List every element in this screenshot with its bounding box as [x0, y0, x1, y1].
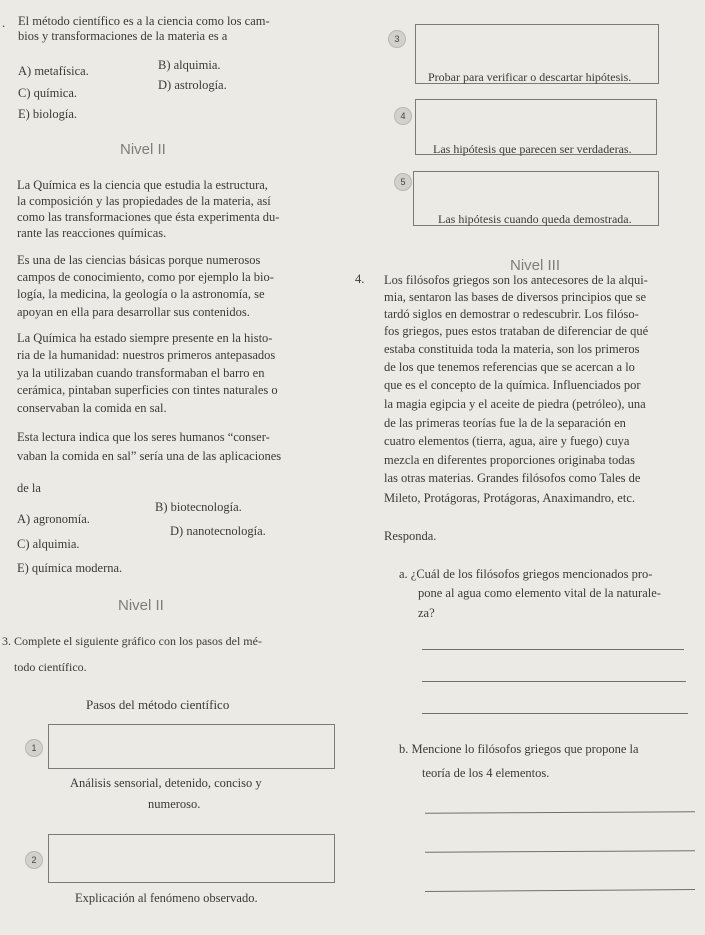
question-b-line: b. Mencione lo filósofos griegos que propone la [399, 742, 639, 756]
paragraph-line: como las transformaciones que ésta experimenta du- [17, 210, 280, 224]
question-4-line: mia, sentaron las bases de diversos principios que se [384, 290, 647, 304]
question-3-line: 3. Complete el siguiente gráfico con los pasos del mé- [2, 634, 262, 648]
question-4-line: Mileto, Protágoras, Protágoras, Anaximandro, etc. [384, 491, 635, 505]
question-stem-line: bios y transformaciones de la materia es a [18, 29, 228, 43]
chart-title: Pasos del método científico [86, 697, 230, 712]
step-2-answer-box[interactable] [48, 834, 335, 883]
option-a[interactable]: A) agronomía. [17, 512, 90, 526]
step-2-number: 2 [25, 851, 43, 869]
step-3-number: 3 [388, 30, 406, 48]
question-4-line: que es el concepto de la química. Influenciados por [384, 378, 641, 392]
paragraph-line: ria de la humanidad: nuestros primeros antepasados [17, 348, 276, 362]
answer-line-b3[interactable] [425, 889, 695, 892]
section-heading: Nivel II [118, 597, 164, 614]
paragraph-line: rante las reacciones químicas. [17, 226, 167, 240]
answer-line-a1[interactable] [422, 649, 684, 650]
question-3-line: todo científico. [14, 660, 87, 674]
answer-line-b2[interactable] [425, 850, 695, 852]
question-4-line: mezcla en diferentes proporciones originaba todas [384, 453, 635, 467]
option-d[interactable]: D) astrología. [158, 78, 227, 92]
step-4-number: 4 [394, 107, 412, 125]
step-1-answer-box[interactable] [48, 724, 335, 769]
paragraph-line: Esta lectura indica que los seres humanos “conser- [17, 430, 270, 444]
paragraph-line: la composición y las propiedades de la materia, así [17, 194, 271, 208]
step-1-caption: numeroso. [148, 797, 201, 811]
paragraph-line: cerámica, pintaban superficies con tintes naturales o [17, 383, 278, 397]
step-4-caption: Las hipótesis que parecen ser verdaderas. [433, 142, 632, 156]
answer-line-b1[interactable] [425, 811, 695, 813]
step-1-number: 1 [25, 739, 43, 757]
paragraph-line: Es una de las ciencias básicas porque numerosos [17, 253, 261, 267]
paragraph-line: conservaban la comida en sal. [17, 401, 167, 415]
paragraph-line: La Química es la ciencia que estudia la estructura, [17, 178, 268, 192]
question-a-line: pone al agua como elemento vital de la naturale- [418, 586, 661, 600]
paragraph-line: campos de conocimiento, como por ejemplo la bio- [17, 270, 274, 284]
section-heading: Nivel II [120, 141, 166, 158]
step-1-caption: Análisis sensorial, detenido, conciso y [70, 776, 262, 790]
question-a-line: za? [418, 606, 435, 620]
paragraph-line: de la [17, 481, 41, 495]
responda-label: Responda. [384, 529, 437, 543]
question-stem-line: El método científico es a la ciencia como los cam- [18, 14, 270, 28]
option-e[interactable]: E) química moderna. [17, 561, 123, 575]
question-4-line: de los que tenemos referencias que se acercan a lo [384, 360, 635, 374]
question-4-line: cuatro elementos (tierra, agua, aire y fuego) cuya [384, 434, 630, 448]
paragraph-line: La Química ha estado siempre presente en la histo- [17, 331, 273, 345]
question-4-line: la magia egipcia y el aceite de piedra (petróleo), una [384, 397, 646, 411]
option-e[interactable]: E) biología. [18, 107, 78, 121]
option-d[interactable]: D) nanotecnología. [170, 524, 266, 538]
step-3-caption: Probar para verificar o descartar hipótesis. [428, 70, 632, 84]
answer-line-a2[interactable] [422, 681, 686, 682]
paragraph-line: apoyan en ella para desarrollar sus contenidos. [17, 305, 250, 319]
paragraph-line: logía, la medicina, la geología o la astronomía, se [17, 287, 265, 301]
question-4-number: 4. [355, 272, 365, 286]
step-5-number: 5 [394, 173, 412, 191]
question-4-line: las otras materias. Grandes filósofos como Tales de [384, 471, 641, 485]
option-c[interactable]: C) alquimia. [17, 537, 80, 551]
question-4-line: de las primeras teorías fue la de la separación en [384, 416, 626, 430]
step-2-caption: Explicación al fenómeno observado. [75, 891, 258, 905]
answer-line-a3[interactable] [422, 713, 688, 714]
question-bullet: . [2, 16, 6, 30]
question-4-line: fos griegos, pues estos trataban de diferenciar de qué [384, 324, 649, 338]
question-4-line: estaba constituida toda la materia, son los primeros [384, 342, 640, 356]
option-c[interactable]: C) química. [18, 86, 78, 100]
option-a[interactable]: A) metafísica. [18, 64, 89, 78]
section-heading: Nivel III [510, 257, 561, 274]
paragraph-line: vaban la comida en sal” sería una de las aplicaciones [17, 449, 282, 463]
option-b[interactable]: B) alquimia. [158, 58, 221, 72]
option-b[interactable]: B) biotecnología. [155, 500, 242, 514]
question-4-line: tardó siglos en demostrar o redescubrir. Los filóso- [384, 307, 639, 321]
question-b-line: teoría de los 4 elementos. [422, 766, 550, 780]
question-4-line: Los filósofos griegos son los antecesores de la alqui- [384, 273, 648, 287]
question-a-line: a. ¿Cuál de los filósofos griegos mencionados pro- [399, 567, 653, 581]
step-5-caption: Las hipótesis cuando queda demostrada. [438, 212, 632, 226]
paragraph-line: ya la utilizaban cuando transformaban el barro en [17, 366, 265, 380]
